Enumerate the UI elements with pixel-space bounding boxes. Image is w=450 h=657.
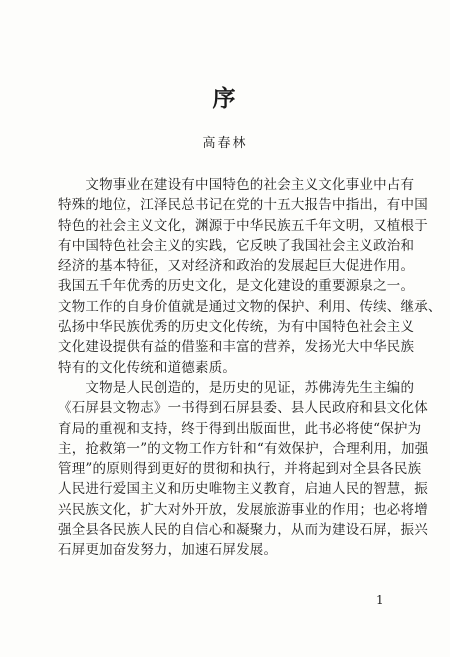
paragraph-line: 人民进行爱国主义和历史唯物主义教育，启迪人民的智慧，振: [58, 481, 428, 498]
paragraph-line: 特殊的地位，江泽民总书记在党的十五大报告中指出，有中国: [58, 197, 428, 214]
page-title: 序: [212, 85, 238, 112]
paragraph-line: 经济的基本特征，又对经济和政治的发展起巨大促进作用。: [58, 258, 415, 275]
paragraph-line: 《石屏县文物志》一书得到石屏县委、县人民政府和县文化体: [58, 400, 428, 417]
page-number: 1: [376, 593, 384, 607]
paragraph-line: 文物工作的自身价值就是通过文物的保护、利用、传续、继承、: [58, 298, 442, 315]
paragraph-line: 我国五千年优秀的历史文化，是文化建设的重要源泉之一。: [58, 278, 415, 295]
paragraph-line: 育局的重视和支持，终于得到出版面世，此书必将使“保护为: [58, 420, 422, 437]
paragraph-line: 弘扬中华民族优秀的历史文化传统，为有中国特色社会主义: [58, 319, 415, 336]
paragraph-line: 特色的社会主义文化，渊源于中华民族五千年文明，又植根于: [58, 217, 428, 234]
paragraph-line: 主，抢救第一”的文物工作方针和“有效保护，合理利用，加强: [58, 440, 429, 457]
paragraph-line: 有中国特色社会主义的实践，它反映了我国社会主义政治和: [58, 237, 415, 254]
paragraph-line: 文化建设提供有益的借鉴和丰富的营养，发扬光大中华民族: [58, 339, 415, 356]
paragraph-line: 文物事业在建设有中国特色的社会主义文化事业中占有: [58, 177, 415, 193]
paragraph-line: 特有的文化传统和道德素质。: [58, 359, 237, 376]
paragraph-line: 管理”的原则得到更好的贯彻和执行，并将起到对全县各民族: [58, 461, 422, 478]
paragraph-line: 兴民族文化，扩大对外开放，发展旅游事业的作用；也必将增: [58, 501, 428, 518]
body-text: [58, 175, 442, 561]
paragraph-2: [58, 378, 429, 561]
author-name: 高春林: [202, 136, 248, 151]
paragraph-1: [58, 175, 442, 378]
paragraph-line: 文物是人民创造的，是历史的见证，苏佛涛先生主编的: [58, 379, 415, 396]
paragraph-line: 石屏更加奋发努力，加速石屏发展。: [58, 542, 278, 559]
paragraph-line: 强全县各民族人民的自信心和凝聚力，从而为建设石屏，振兴: [58, 522, 428, 539]
